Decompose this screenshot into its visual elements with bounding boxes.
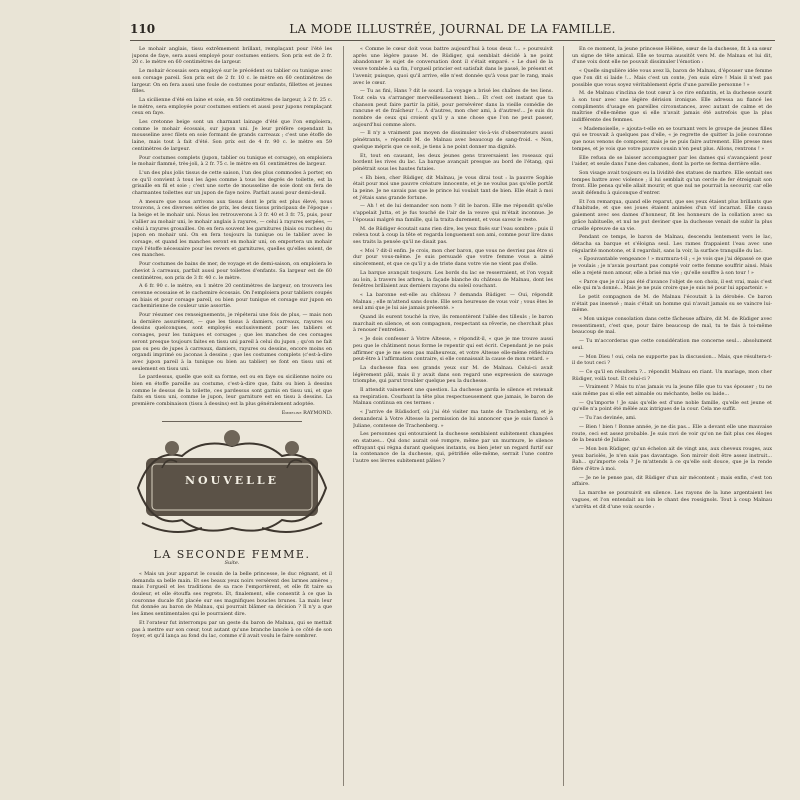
paragraph: « Parce que je n'ai pas été d'avance l'objet de son choix, il est vrai, mais c'est elle qui m'a donné... Mais je ne puis croire que je suis né pour lui appartenir. » — [572, 278, 772, 292]
paragraph: M. de Malnau s'inclina de tout cœur à ce rire enfantin, et la duchesse sourit à son tour avec une légère dérision ironique. Elle adressa au fiancé les compliments d'usage en pareilles circonstances, avec autant de calme et de maîtrise d'elle-même que si elle n'avait jamais été autrefois que la plus indifférente des femmes. — [572, 90, 772, 124]
paragraph: L'un des plus jolis tissus de cette saison, l'un des plus commodes à porter, en ce qu'il convient à tous les âges comme à tous les degrés de toilette, est la grisaille en fil et soie ; c'est une sorte de mousseline de soie dont on fera de charmantes toilettes sur un jupon de faye noire. Parfait aussi pour demi-deuil. — [132, 169, 332, 197]
paragraph: — Tu l'as devinée, ami. — [579, 415, 637, 422]
paragraph: Les cretonne beige sont un charmant lainage d'été que l'on emploiera, comme le mohair écossais, sur jupon uni. Je leur préfère cependant la mousseline avec filets en soie formant de grands carreaux ; c'est une étoffe de laine, mais tout à fait d'été. Son prix est de 4 fr. 90 c. le mètre en 59 centimètres de largeur. — [132, 119, 332, 152]
page-header — [130, 20, 775, 41]
paragraph: Pour costumes de bains de mer, de voyage et de demi-saison, on emploiera le cheviot à carreaux, parfait aussi pour toilettes d'enfants. Sa largeur est de 60 centimètres, son prix de 3 fr. 40 c. le mètre. — [132, 261, 332, 281]
paragraph: — Tu as fini, Hans ? dit le sourd. La voyage a brisé les chaînes de tes liens. Tout cela va s'arranger merveilleusement bien... Et c'est cet instant que ta chanson peut faire partir la pitié, pour persévérer dans la vieille comédie de rancune et de fraîcheur !... À d'autres, mon cher ami, à d'autres!... Je suis du nombre de ceux qui croient qu'il y a une chose que l'on ne peut passer, aujourd'hui comme alors. — [353, 88, 553, 128]
paragraph: La marche se poursuivit en silence. Les rayons de la lune argentaient les vagues, et l'on entendait au loin le chant des rossignols. Tout à coup Malnau s'arrêta et dit d'une voix sourde : — [572, 490, 772, 510]
paragraph: « Moi ? dit-il enfin. Je crois, mon cher baron, que vous ne devriez pas être si dur pour vous-même. Je suis persuadé que votre femme vous a aimé sincèrement, et que ce qu'il y a de triste dans votre vie ne vient pas d'elle. — [353, 247, 553, 268]
paragraph: — Vraiment ? Mais tu n'as jamais vu la jeune fille que tu vas épouser ; tu ne sais même pas si elle est aimable ou méchante, belle ou laide... — [572, 384, 772, 398]
story-paragraph: « Mais un jour apparut le cousin de la belle princesse, le duc régnant, et il demanda sa belle main. Et ses beaux yeux noirs versèrent des larmes amères ; mais l'orgueil et les traditions de sa race l'emportèrent, et elle fit taire sa douleur, et elle étouffa ses regrets. Et, finalement, elle consentit à ce que la couronne ducale fût placée sur ses magnifiques boucles brunes. La main leur fut donnée au baron de Malnau, qui pourrait blâmer sa décision ? Il n'y a que les âmes sentimentales qui le pourraient dire. — [132, 570, 332, 618]
paragraph: La sicilienne d'été en laine et soie, en 50 centimètres de largeur, à 2 fr. 25 c. le mètre, sera employée pour costumes entiers et aussi pour jupons remplaçant ceux en faye. — [132, 96, 332, 117]
story-paragraph: Et l'orateur fut interrompu par un geste du baron de Malnau, qui se mettait pas à mettre sur son cœur, tout autant qu'une branche lancée à ce côté de son foyer, et qu'il lança au fond du lac, comme s'il avait voulu le faire sombrer. — [132, 619, 332, 640]
paragraph: — Bien ! bien ! Bonne année, je ne dis pas... Elle a devant elle une mauvaise route, ceci est assez probable. Je suis ravi de voir qu'on ne fait plus ces éloges de la beauté de Juliane. — [572, 423, 772, 444]
paragraph: — Ah ! et de lui demander son nom ? dit le baron. Elle me répondit qu'elle s'appelait Jutta, et je fus touché de l'air de la veuve qui m'était inconnue. Je l'épousai malgré ma famille, qui la traita durement, et vous savez le reste. — [353, 203, 553, 223]
paragraph: Elle refusa de se laisser accompagner par les dames qui s'avançaient pour l'aider, et seule dans l'une des cabanes, dont la porte se ferma derrière elle. — [572, 154, 772, 168]
paragraph: Pour résumer ces renseignements, je répéterai une fois de plus, — mais non la dernière assurément, — que les tissus à damiers, carreaux, rayures ou dessins quelconques, sont employés exclusivement pour les tabliers et corsages, pour les tuniques et corsages ; que les manches de ces corsages seront presque toujours faites en tissu uni pareil à celui du jupon ; qu'on ne fait pas ou peu de jupes à carreaux, damiers, rayures ou dessins, encore moins en organdi imprimé ou jaconas à dessins ; que les costumes complets (c'est-à-dire avec jupon pareil à la tunique ou bien au tablier) se font en tissu uni et seulement en tissu uni. — [132, 312, 332, 372]
paragraph: « La baronne est-elle au château ? demanda Rüdiger. — Oui, répondit Malnau ; elle m'attend sans doute. Elle sera heureuse de vous voir ; vous êtes le seul ami que je lui aie jamais présenté. » — [353, 291, 553, 312]
story-title: LA SECONDE FEMME. — [153, 547, 311, 561]
article-signature: Emmeline RAYMOND. — [281, 409, 332, 416]
paragraph: La barque avançait toujours. Les bords du lac se resserraient, et l'on voyait au loin, à travers les arbres, la façade blanche du château de Malnau, dont les fenêtres brillaient aux derniers rayons du soleil couchant. — [353, 269, 553, 290]
fashion-article — [132, 46, 332, 417]
paragraph: — Je ne le pense pas, dit Rüdiger d'un air mécontent ; mais enfin, c'est ton affaire. — [572, 474, 772, 488]
banner-word: NOUVELLE — [184, 473, 279, 487]
paragraph: — Mon Dieu ! oui, cela ne supporte pas la discussion... Mais, que résultera-t-il de tout ceci ? — [572, 353, 772, 367]
paragraph: Quand ils eurent touché la rive, ils remontèrent l'allée des tilleuls ; le baron marchait en silence, et son compagnon, respectant sa rêverie, ne cherchait plus à renouer l'entretien. — [353, 314, 553, 334]
paragraph: « Mademoiselle, » ajouta-t-elle en se tournant vers le groupe de jeunes filles qui se trouvait à quelques pas d'elle, « je regrette de quitter la jolie couronne que nous venons de composer, mais je ne puis faire autrement. Elle presse mes tempes, et je vois que votre pauvre cousin n'en peut plus. Allons, rentrons ! » — [572, 125, 772, 152]
column-rule-2 — [563, 46, 564, 786]
paragraph: « Eh bien, cher Rüdiger, dit Malnau, je vous dirai tout : la pauvre Sophie était pour moi une pauvre créature innocente, et je ne voulus pas qu'elle portât la peine. Je ne savais pas que le prince lui voulait tant de bien. Elle était à moi et j'étais sans grande fortune. — [353, 174, 553, 201]
paragraph: M. de Rüdiger écoutait sans rien dire, les yeux fixés sur l'eau sombre ; puis il releva tout à coup la tête et regarda longuement son ami, comme pour lire dans ses traits la pensée qu'il ne disait pas. — [353, 225, 553, 245]
paragraph: « Épouvantable vengeance ! » murmura-t-il ; « je vois que j'ai dépassé ce que je voulais ; je n'avais pourtant pas compté voir cette femme souffrir ainsi. Mais elle a rejeté mon amour, elle a brisé ma vie ; qu'elle souffre à son tour ! » — [572, 256, 772, 276]
story-suite: Suite. — [224, 560, 240, 567]
paragraph: Le mohair anglais, tissu extrêmement brillant, remplaçant pour l'été les jupons de faye, sera aussi employé pour costumes entiers. Son prix est de 2 fr. 20 c. le mètre en 60 centimètres de largeur. — [132, 46, 332, 66]
paragraph: — Ce qu'il en résultera ?... répondit Malnau en riant. Un mariage, mon cher Rüdiger, voilà tout. Et celui-ci ? — [572, 368, 772, 382]
page-number: 110 — [130, 22, 156, 36]
left-margin — [0, 0, 120, 800]
paragraph: A mesure que nous arrivons aux tissus dont le prix est plus élevé, nous trouvons, à ces diverses séries de prix, les deux tissus principaux de l'époque : la beige et le mohair uni. Nous les retrouverons à 3 fr. 40 et 3 fr. 75, puis, pour s'allier au mohair uni, le mohair anglais à rayures, — celui à rayures serpées, — celui à rayures grosailles. On en fera souvent les garnitures (biais ou ruches) du jupon en mohair uni. On en fera toujours la tunique ou le tablier avec le corsage, et quand les manches seront en mohair uni, on emportera un mohair rayé l'étoffe nécessaire pour les revers et garnitures, quelles qu'elles soient, de ces manches. — [132, 198, 332, 259]
paragraph: En ce moment, la jeune princesse Hélène, sœur de la duchesse, fit à sa sœur un signe de tête amical. Elle se tourna aussitôt vers M. de Malnau et lui dit, d'une voix dont elle ne pouvait dissimuler l'émotion : — [572, 46, 772, 66]
paragraph: Et l'on remarqua, quand elle reparut, que ses yeux étaient plus brillants que d'habitude, et que ses joues étaient animées d'un vif incarnat. Elle causa gaiement avec ses dames d'honneur, fit les honneurs de la collation avec sa grâce habituelle, et nul ne put deviner que la duchesse venait de subir la plus cruelle épreuve de sa vie. — [572, 198, 772, 232]
paragraph: Le pardessus, quelle que soit sa forme, est ou en faye ou sicilienne noire ou bien en étoffe pareille au costume, c'est-à-dire que, faits ou bien à dessins comme le dessus de la toilette, ces pardessus sont garnis en tissu uni, et que faits en tissu uni, comme le jupon, leur garniture est en tissu à dessins. La première combinaison (tissu à dessins) est la plus généralement adoptée. — [132, 374, 332, 408]
column-2 — [353, 46, 553, 786]
paragraph: — Il n'y a vraiment pas moyen de dissimuler vis-à-vis d'observateurs aussi pénétrants, » répondit M. de Malnau avec beaucoup de sang-froid. « Non, quelque mépris que ce soit, je tiens à ne point donner ma dignité. — [353, 130, 553, 150]
paragraph: — Qu'importe ! Je sais qu'elle est d'une noble famille, qu'elle est jeune et qu'elle n'a point été mêlée aux intrigues de la cour. Cela me suffit. — [572, 399, 772, 413]
ornamental-banner-icon — [132, 428, 332, 546]
paragraph: « J'arrive de Rüdisdorf, où j'ai été visiter ma tante de Trachenberg, et je demanderai à Votre Altesse la permission de lui annoncer que je suis fiancé à Juliane, comtesse de Trachenberg. » — [353, 409, 553, 429]
paragraph: — Tu m'accorderas que cette considération me concerne seul... absolument seul. — [572, 338, 772, 351]
column-rule-1 — [343, 46, 344, 786]
section-divider — [162, 421, 302, 422]
paragraph: Le mohair écossais sera employé sur le précédent ou tablier ou tunique avec son corsage pareil. Son prix est de 2 fr. 10 c. le mètre en 60 centimètres de largeur. On en fera aussi une foule de costumes pour enfants, fillettes et jeunes filles. — [132, 68, 332, 95]
paragraph: Pour costumes complets (jupon, tablier ou tunique et corsage), on emploiera le mohair flammé, très-joli, à 2 fr. 75 c. le mètre en 61 centimètres de largeur. — [132, 154, 332, 168]
paragraph: Pendant ce temps, le baron de Malnau, descendu lentement vers le lac, détacha sa barque et s'éloigna seul. Les rames frappaient l'eau avec une régularité monotone, et il regardait, sans la voir, la surface tranquille du lac. — [572, 234, 772, 254]
paragraph: Il attendit vainement une question. La duchesse garda le silence et retenait sa respiration. Courbant la tête plus respectueusement que jamais, le baron de Malnau continua en ces termes : — [353, 387, 553, 407]
paragraph: A 6 fr. 90 c. le mètre, en 1 mètre 20 centimètres de largeur, on trouvera les cevenne ecossaise et le cachemire écossais. On l'emploiera pour tabliers coupés en biais et pour corsage pareil, ou bien pour tunique et corsage sur jupon en cachemirienne de couleur unie assortie. — [132, 283, 332, 310]
paragraph: Et, tout en causant, les deux jeunes gens traversaient les roseaux qui bordent les rives du lac. La barque avançait presque au bord de l'étang, qui pénétrait sous les hautes futaies. — [353, 152, 553, 172]
paragraph: Son visage avait toujours eu la lividité des statues de marbre. Elle sentait ses tempes battre avec violence ; il lui semblait qu'un cercle de fer étreignait son front. Elle pensa qu'elle allait mourir, et que nul ne pourrait la secourir, car elle avait défendu à quiconque d'entrer. — [572, 169, 772, 197]
paragraph: — Mon bon Rüdiger, qu'un échelon ait de vingt ans, aux cheveux rouges, aux yeux bariolés, Je n'en sais pas davantage. Son miroir doit être assez instruit... Bah... qu'importe cela ? Je m'attends à ce qu'elle soit douce, que je la rende fière d'être à moi. — [572, 445, 772, 473]
paragraph: « Je dois confesser à Votre Altesse, » répondit-il, « que je me trouve aussi peu que le châtiment nous forme le repentir qui est écrit. Cependant je ne puis affirmer que je me sens pas malheureux, et votre Altesse elle-même réfléchira peut-être à l'affirmation contraire, si elle connaissait la cause de mon retard. » — [353, 336, 553, 363]
paragraph: Le petit compagnon de M. de Malnau l'écoutait à la dérobée. Ce baron n'était pas insensé ; mais c'était un homme qui n'avait jamais su se vaincre lui-même. — [572, 293, 772, 314]
running-title: LA MODE ILLUSTRÉE, JOURNAL DE LA FAMILLE. — [289, 22, 616, 36]
paragraph: La duchesse fixa ses grands yeux sur M. de Malnau. Celui-ci avait légèrement pâli, mais il y avait dans son regard une expression de sauvage triomphe, qui parut troubler quelque peu la duchesse. — [353, 364, 553, 385]
column-1 — [132, 46, 332, 786]
paragraph: Les personnes qui entouraient la duchesse semblaient subitement changées en statues... Qui donc aurait osé rompre, même par un murmure, le silence effrayant qui régna durant quelques instants, ou bien jeter un regard furtif sur la contenance de la duchesse, qui, pétrifiée elle-même, serrait l'une contre l'autre ses lèvres subitement pâlies ? — [353, 431, 553, 465]
column-3 — [572, 46, 772, 786]
paragraph: « Quelle singulière idée vous avez là, baron de Malnau, d'épouser une femme que l'on dit si laide !... Mais c'est un conte, j'en suis sûre ! Mais il n'est pas possible que vous soyez véritablement épris d'une pareille personne ! » — [572, 68, 772, 88]
paragraph: « Mon unique consolation dans cette fâcheuse affaire, dit M. de Rüdiger avec ressentiment, c'est que, pour faire beaucoup de mal, tu te fais à toi-même beaucoup de mal. — [572, 316, 772, 336]
nouvelle-banner — [132, 428, 332, 546]
paragraph: « Comme le cœur doit vous battre aujourd'hui à tous deux !... » poursuivit après une légère pause M. de Rüdiger, qui semblait décidé à ne point abandonner le sujet de conversation dont il s'était emparé. « Le duel de la veuve tombée à sa fin, l'orgueil princier est satisfait dans le passé, le présent et l'avenir, puisque, quoi qu'il arrive, elle n'est donnée qu'à vous par le rang, mais avec le cœur. — [353, 46, 553, 86]
